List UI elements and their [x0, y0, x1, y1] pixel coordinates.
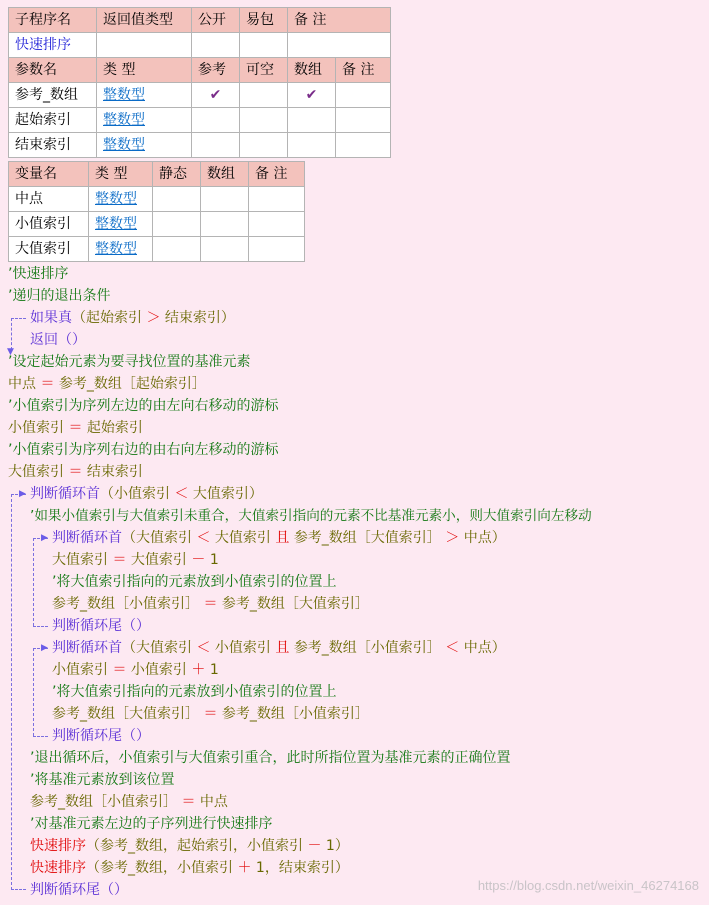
check-icon[interactable]: ✔ [192, 83, 240, 108]
table-cell[interactable] [249, 187, 305, 212]
param-row[interactable] [9, 133, 391, 158]
expr: （参考_数组，小值索引 [86, 860, 233, 876]
keyword: 如果真 [30, 310, 72, 326]
code-line-assign[interactable] [8, 461, 143, 483]
code-line-loop[interactable] [52, 637, 506, 659]
expr: 1，结束索引） [255, 860, 349, 876]
param-type-link[interactable]: 整数型 [97, 133, 192, 158]
table-cell[interactable] [288, 108, 336, 133]
expr: 中点） [463, 530, 506, 546]
table-cell[interactable] [336, 108, 391, 133]
table-cell[interactable] [97, 33, 192, 58]
param-name[interactable]: 起始索引 [9, 108, 97, 133]
table-cell[interactable] [336, 83, 391, 108]
code-line-return[interactable] [30, 329, 86, 351]
header-cell: 类 型 [97, 58, 192, 83]
code-line-loop[interactable] [52, 527, 506, 549]
param-row[interactable] [9, 83, 391, 108]
keyword: 判断循环首 [52, 530, 122, 546]
operator: ＝ [203, 706, 218, 722]
operator: － [307, 838, 322, 854]
code-comment[interactable]: ’对基准元素左边的子序列进行快速排序 [30, 816, 273, 832]
operator: ＋ [237, 860, 252, 876]
operator: － [191, 552, 206, 568]
expr: 小值索引 [130, 662, 187, 678]
expr: 结束索引） [164, 310, 235, 326]
expr: 参考_数组［大值索引］ [52, 706, 199, 722]
header-cell: 变量名 [9, 162, 89, 187]
keyword: 返回 [30, 332, 58, 348]
expr: （） [100, 882, 128, 898]
operator: ＝ [40, 376, 55, 392]
table-cell[interactable] [201, 237, 249, 262]
subroutine-header-row [9, 8, 391, 33]
expr: 中点 [8, 376, 36, 392]
operator: 且 [275, 530, 290, 546]
expr: 参考_数组［大值索引］ [221, 596, 369, 612]
table-cell[interactable] [240, 33, 288, 58]
code-line-assign[interactable] [52, 659, 219, 681]
arrow-right-icon: ▶ [41, 643, 48, 653]
code-comment[interactable]: ’小值索引为序列左边的由左向右移动的游标 [8, 398, 279, 414]
expr: （大值索引 [122, 640, 192, 656]
operator: ＞ [146, 310, 161, 326]
header-cell: 易包 [240, 8, 288, 33]
operator: ＜ [445, 640, 460, 656]
table-cell[interactable] [249, 237, 305, 262]
table-cell[interactable] [288, 133, 336, 158]
param-name[interactable]: 结束索引 [9, 133, 97, 158]
expr: 大值索引 [52, 552, 108, 568]
code-line-call[interactable] [30, 835, 349, 857]
flow-guide-loop-inner2 [33, 648, 34, 736]
code-comment[interactable]: ’如果小值索引与大值索引未重合，大值索引指向的元素不比基准元素小，则大值索引向左移动 [30, 508, 592, 524]
expr: 大值索引 [8, 464, 64, 480]
keyword: 判断循环首 [30, 486, 100, 502]
table-cell[interactable] [240, 108, 288, 133]
variable-row[interactable] [9, 237, 305, 262]
code-line-assign[interactable] [52, 593, 369, 615]
subroutine-table [8, 7, 391, 158]
keyword: 判断循环尾 [52, 618, 122, 634]
flow-guide-loop-inner1 [33, 538, 34, 626]
code-line-assign[interactable] [52, 703, 369, 725]
header-cell: 数组 [288, 58, 336, 83]
expr: 参考_数组［起始索引］ [58, 376, 206, 392]
variable-type-link[interactable]: 整数型 [89, 187, 153, 212]
table-cell[interactable] [201, 187, 249, 212]
expr: 1 [209, 662, 219, 678]
operator: ＝ [68, 420, 83, 436]
expr: 参考_数组［小值索引］ [293, 640, 441, 656]
expr: 1 [209, 552, 219, 568]
variable-type-link[interactable]: 整数型 [89, 237, 153, 262]
code-line-assign[interactable] [8, 417, 143, 439]
header-cell: 备 注 [336, 58, 391, 83]
expr: （） [122, 728, 150, 744]
variable-name[interactable]: 小值索引 [9, 212, 89, 237]
operator: ＜ [174, 486, 189, 502]
expr: （参考_数组，起始索引，小值索引 [86, 838, 303, 854]
code-comment[interactable]: ’退出循环后，小值索引与大值索引重合，此时所指位置为基准元素的正确位置 [30, 750, 511, 766]
expr: （大值索引 [122, 530, 192, 546]
flow-guide-if [11, 318, 12, 350]
flow-guide-loop-inner1-bottom [33, 626, 48, 627]
expr: 参考_数组［大值索引］ [293, 530, 441, 546]
variable-table [8, 161, 305, 262]
header-cell: 备 注 [249, 162, 305, 187]
table-cell[interactable] [153, 212, 201, 237]
keyword: 判断循环尾 [52, 728, 122, 744]
expr: 参考_数组［小值索引］ [221, 706, 369, 722]
code-line-loop-end[interactable] [52, 615, 150, 637]
table-cell[interactable] [288, 33, 391, 58]
expr: （小值索引 [100, 486, 170, 502]
function-call: 快速排序 [30, 860, 86, 876]
variable-name[interactable]: 中点 [9, 187, 89, 212]
table-cell[interactable] [249, 212, 305, 237]
expr: 小值索引 [214, 640, 271, 656]
expr: 中点 [199, 794, 228, 810]
code-line-loop-end[interactable] [52, 725, 150, 747]
code-comment[interactable]: ’将大值索引指向的元素放到小值索引的位置上 [52, 684, 337, 700]
header-cell: 数组 [201, 162, 249, 187]
table-cell[interactable] [153, 237, 201, 262]
code-line-assign[interactable] [8, 373, 206, 395]
table-cell[interactable] [201, 212, 249, 237]
expr: 参考_数组［小值索引］ [30, 794, 177, 810]
param-name[interactable]: 参考_数组 [9, 83, 97, 108]
expr: 大值索引 [130, 552, 187, 568]
table-cell[interactable] [336, 133, 391, 158]
header-cell: 返回值类型 [97, 8, 192, 33]
flow-guide-loop-inner2-bottom [33, 736, 48, 737]
table-cell[interactable] [240, 133, 288, 158]
function-call: 快速排序 [30, 838, 86, 854]
arrow-right-icon: ▶ [41, 533, 48, 543]
header-cell: 类 型 [89, 162, 153, 187]
expr: （起始索引 [72, 310, 142, 326]
variable-row[interactable] [9, 212, 305, 237]
expr: 小值索引 [8, 420, 64, 436]
expr: 结束索引 [86, 464, 143, 480]
param-header-row [9, 58, 391, 83]
variable-header-row [9, 162, 305, 187]
header-cell: 子程序名 [9, 8, 97, 33]
operator: ＜ [196, 640, 211, 656]
keyword: 判断循环首 [52, 640, 122, 656]
param-row[interactable] [9, 108, 391, 133]
table-cell[interactable] [192, 133, 240, 158]
header-cell: 备 注 [288, 8, 391, 33]
variable-type-link[interactable]: 整数型 [89, 212, 153, 237]
code-line-loop-end[interactable] [30, 879, 128, 901]
table-cell[interactable] [153, 187, 201, 212]
header-cell: 可空 [240, 58, 288, 83]
subroutine-name[interactable]: 快速排序 [9, 33, 97, 58]
keyword: 判断循环尾 [30, 882, 100, 898]
param-type-link[interactable]: 整数型 [97, 108, 192, 133]
operator: ＝ [181, 794, 196, 810]
subroutine-row[interactable] [9, 33, 391, 58]
check-icon[interactable]: ✔ [288, 83, 336, 108]
variable-name[interactable]: 大值索引 [9, 237, 89, 262]
table-cell[interactable] [192, 33, 240, 58]
expr: 参考_数组［小值索引］ [52, 596, 199, 612]
code-line-if[interactable] [30, 307, 235, 329]
code-comment[interactable]: ’小值索引为序列右边的由右向左移动的游标 [8, 442, 279, 458]
operator: ＝ [68, 464, 83, 480]
code-line-loop[interactable] [30, 483, 263, 505]
operator: ＝ [112, 552, 127, 568]
expr: （） [122, 618, 150, 634]
code-comment[interactable]: ’设定起始元素为要寻找位置的基准元素 [8, 354, 251, 370]
code-comment[interactable]: ’将基准元素放到该位置 [30, 772, 175, 788]
flow-guide-loop-outer-bottom [11, 889, 26, 890]
expr: 大值索引 [214, 530, 271, 546]
header-cell: 参数名 [9, 58, 97, 83]
arrow-down-icon: ▼ [7, 347, 14, 357]
header-cell: 公开 [192, 8, 240, 33]
header-cell: 静态 [153, 162, 201, 187]
header-cell: 参考 [192, 58, 240, 83]
param-type-link[interactable]: 整数型 [97, 83, 192, 108]
expr: （） [58, 332, 86, 348]
table-cell[interactable] [192, 108, 240, 133]
code-line-assign[interactable] [52, 549, 219, 571]
operator: ＞ [445, 530, 460, 546]
flow-guide-loop-outer [11, 494, 12, 890]
expr: 1） [325, 838, 349, 854]
operator: 且 [275, 640, 290, 656]
operator: ＜ [196, 530, 211, 546]
code-comment[interactable]: ’快速排序 [8, 266, 69, 282]
expr: 中点） [463, 640, 506, 656]
flow-guide-if-top [11, 318, 26, 319]
operator: ＝ [203, 596, 218, 612]
table-cell[interactable] [240, 83, 288, 108]
variable-row[interactable] [9, 187, 305, 212]
operator: ＝ [112, 662, 127, 678]
expr: 起始索引 [86, 420, 143, 436]
watermark: https://blog.csdn.net/weixin_46274168 [477, 878, 699, 893]
arrow-right-icon: ▶ [19, 489, 26, 499]
expr: 大值索引） [192, 486, 263, 502]
code-comment[interactable]: ’将大值索引指向的元素放到小值索引的位置上 [52, 574, 337, 590]
expr: 小值索引 [52, 662, 108, 678]
code-line-assign[interactable] [30, 791, 228, 813]
code-line-call[interactable] [30, 857, 349, 879]
operator: ＋ [191, 662, 206, 678]
code-comment[interactable]: ’递归的退出条件 [8, 288, 111, 304]
